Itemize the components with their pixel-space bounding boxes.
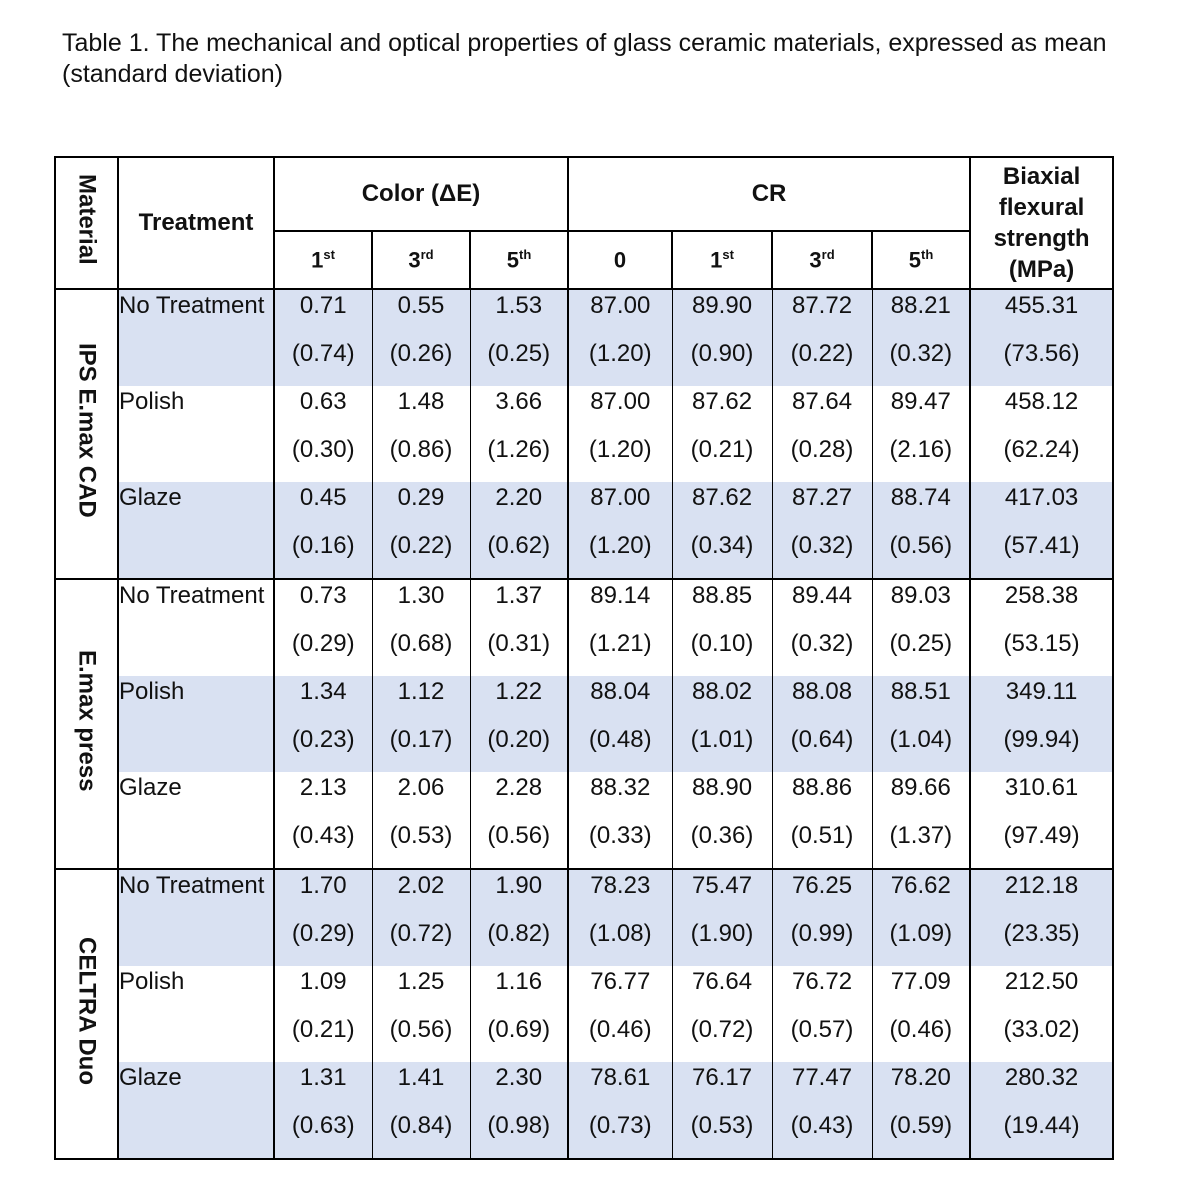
value-cell <box>970 966 1113 1062</box>
sd-value: (0.21) <box>690 436 754 463</box>
value-cell <box>772 772 872 869</box>
mean-value: 76.64 <box>691 968 753 995</box>
sd-value: (0.51) <box>790 822 854 849</box>
mean-value: 76.77 <box>590 968 651 995</box>
value-cell <box>970 482 1113 579</box>
sd-value: (0.56) <box>889 532 953 559</box>
cr-subheader: 3rd <box>772 231 872 289</box>
value-cell <box>872 676 970 772</box>
sd-value: (0.34) <box>690 532 754 559</box>
mean-value: 212.50 <box>1004 968 1079 995</box>
table-row <box>55 1062 1113 1159</box>
sd-value: (0.25) <box>889 630 953 657</box>
mean-value: 2.02 <box>397 872 445 899</box>
color-subheader: 1st <box>274 231 372 289</box>
value-cell <box>470 386 568 482</box>
mean-value: 88.08 <box>791 678 853 705</box>
value-cell <box>672 482 772 579</box>
value-cell <box>772 386 872 482</box>
mean-value: 1.30 <box>397 582 445 609</box>
sd-value: (1.09) <box>889 920 953 947</box>
value-cell <box>470 966 568 1062</box>
mean-value: 1.90 <box>495 872 543 899</box>
mean-value: 1.53 <box>495 292 543 319</box>
table-row <box>55 772 1113 869</box>
cr-subheader: 5th <box>872 231 970 289</box>
sd-value: (0.23) <box>291 726 355 753</box>
sd-value: (0.32) <box>790 630 854 657</box>
sd-value: (0.17) <box>389 726 453 753</box>
value-cell <box>568 772 672 869</box>
table-row <box>55 289 1113 386</box>
mean-value: 88.86 <box>791 774 853 801</box>
value-cell <box>372 676 470 772</box>
sd-value: (0.84) <box>389 1112 453 1139</box>
value-cell <box>772 676 872 772</box>
value-cell <box>872 579 970 676</box>
mean-value: 75.47 <box>691 872 753 899</box>
mean-value: 76.62 <box>890 872 951 899</box>
value-cell <box>672 1062 772 1159</box>
sd-value: (0.90) <box>690 340 754 367</box>
mean-value: 2.20 <box>495 484 543 511</box>
mean-value: 89.47 <box>890 388 951 415</box>
value-cell <box>372 579 470 676</box>
mean-value: 1.70 <box>299 872 347 899</box>
table-row <box>55 676 1113 772</box>
treatment-label: Glaze <box>118 482 274 579</box>
value-cell <box>274 386 372 482</box>
sd-value: (0.22) <box>790 340 854 367</box>
value-cell <box>872 289 970 386</box>
sd-value: (0.57) <box>790 1016 854 1043</box>
treatment-label: Polish <box>118 386 274 482</box>
sd-value: (0.46) <box>588 1016 652 1043</box>
value-cell <box>568 482 672 579</box>
mean-value: 89.90 <box>691 292 753 319</box>
sd-value: (1.20) <box>588 436 652 463</box>
mean-value: 1.16 <box>495 968 543 995</box>
sd-value: (23.35) <box>1003 920 1080 947</box>
sd-value: (53.15) <box>1003 630 1080 657</box>
sd-value: (0.31) <box>487 630 551 657</box>
mean-value: 0.29 <box>397 484 445 511</box>
value-cell <box>568 289 672 386</box>
treatment-label: Polish <box>118 966 274 1062</box>
treatment-label: No Treatment <box>118 869 274 966</box>
sd-value: (0.53) <box>690 1112 754 1139</box>
sd-value: (0.56) <box>389 1016 453 1043</box>
properties-table <box>54 156 1114 1160</box>
value-cell <box>568 1062 672 1159</box>
sd-value: (1.90) <box>690 920 754 947</box>
sd-value: (0.16) <box>291 532 355 559</box>
sd-value: (73.56) <box>1003 340 1080 367</box>
mean-value: 87.00 <box>590 292 651 319</box>
sd-value: (1.20) <box>588 532 652 559</box>
table-row <box>55 579 1113 676</box>
value-cell <box>470 1062 568 1159</box>
value-cell <box>872 386 970 482</box>
mean-value: 87.00 <box>590 484 651 511</box>
value-cell <box>872 482 970 579</box>
sd-value: (0.33) <box>588 822 652 849</box>
color-subheader: 5th <box>470 231 568 289</box>
mean-value: 1.09 <box>299 968 347 995</box>
value-cell <box>672 772 772 869</box>
sd-value: (0.63) <box>291 1112 355 1139</box>
value-cell <box>772 579 872 676</box>
sd-value: (0.62) <box>487 532 551 559</box>
mean-value: 2.06 <box>397 774 445 801</box>
sd-value: (1.20) <box>588 340 652 367</box>
mean-value: 89.66 <box>890 774 951 801</box>
value-cell <box>772 869 872 966</box>
table-row <box>55 386 1113 482</box>
table-row <box>55 869 1113 966</box>
value-cell <box>372 869 470 966</box>
mean-value: 89.44 <box>791 582 853 609</box>
mean-value: 77.09 <box>890 968 951 995</box>
sd-value: (1.26) <box>487 436 551 463</box>
sd-value: (0.86) <box>389 436 453 463</box>
value-cell <box>568 386 672 482</box>
treatment-label: Glaze <box>118 1062 274 1159</box>
mean-value: 310.61 <box>1004 774 1079 801</box>
value-cell <box>274 772 372 869</box>
sd-value: (0.99) <box>790 920 854 947</box>
mean-value: 87.64 <box>791 388 853 415</box>
mean-value: 89.14 <box>590 582 651 609</box>
value-cell <box>372 482 470 579</box>
sd-value: (33.02) <box>1003 1016 1080 1043</box>
sd-value: (0.29) <box>291 630 355 657</box>
value-cell <box>970 386 1113 482</box>
mean-value: 280.32 <box>1004 1064 1079 1091</box>
mean-value: 417.03 <box>1004 484 1079 511</box>
mean-value: 455.31 <box>1004 292 1079 319</box>
table-caption: Table 1. The mechanical and optical properties of glass ceramic materials, expressed as mean (standard deviation) <box>62 29 1107 88</box>
value-cell <box>470 676 568 772</box>
sd-value: (0.20) <box>487 726 551 753</box>
header-material: Material <box>55 157 118 289</box>
value-cell <box>872 869 970 966</box>
material-label: E.max press <box>55 579 118 869</box>
value-cell <box>872 772 970 869</box>
value-cell <box>672 869 772 966</box>
value-cell <box>970 676 1113 772</box>
value-cell <box>470 289 568 386</box>
sd-value: (0.43) <box>790 1112 854 1139</box>
mean-value: 88.04 <box>590 678 651 705</box>
treatment-label: No Treatment <box>118 289 274 386</box>
mean-value: 87.27 <box>791 484 853 511</box>
value-cell <box>568 676 672 772</box>
sd-value: (0.82) <box>487 920 551 947</box>
material-label: IPS E.max CAD <box>55 289 118 579</box>
value-cell <box>568 966 672 1062</box>
mean-value: 88.85 <box>691 582 753 609</box>
value-cell <box>274 676 372 772</box>
mean-value: 0.45 <box>299 484 347 511</box>
sd-value: (0.21) <box>291 1016 355 1043</box>
mean-value: 1.25 <box>397 968 445 995</box>
value-cell <box>274 869 372 966</box>
treatment-label: Polish <box>118 676 274 772</box>
mean-value: 78.61 <box>590 1064 651 1091</box>
sd-value: (0.59) <box>889 1112 953 1139</box>
sd-value: (0.68) <box>389 630 453 657</box>
sd-value: (0.48) <box>588 726 652 753</box>
value-cell <box>772 1062 872 1159</box>
sd-value: (1.37) <box>889 822 953 849</box>
mean-value: 89.03 <box>890 582 951 609</box>
treatment-label: No Treatment <box>118 579 274 676</box>
value-cell <box>470 579 568 676</box>
sd-value: (1.01) <box>690 726 754 753</box>
cr-subheader: 0 <box>568 231 672 289</box>
sd-value: (0.30) <box>291 436 355 463</box>
color-subheader: 3rd <box>372 231 470 289</box>
mean-value: 77.47 <box>791 1064 853 1091</box>
sd-value: (0.10) <box>690 630 754 657</box>
sd-value: (0.53) <box>389 822 453 849</box>
mean-value: 87.62 <box>691 484 753 511</box>
sd-value: (62.24) <box>1003 436 1080 463</box>
value-cell <box>970 289 1113 386</box>
value-cell <box>772 289 872 386</box>
value-cell <box>372 772 470 869</box>
value-cell <box>470 772 568 869</box>
sd-value: (0.69) <box>487 1016 551 1043</box>
mean-value: 87.72 <box>791 292 853 319</box>
mean-value: 87.00 <box>590 388 651 415</box>
mean-value: 1.31 <box>299 1064 347 1091</box>
mean-value: 88.51 <box>890 678 951 705</box>
value-cell <box>274 966 372 1062</box>
mean-value: 76.17 <box>691 1064 753 1091</box>
mean-value: 458.12 <box>1004 388 1079 415</box>
value-cell <box>274 1062 372 1159</box>
sd-value: (0.32) <box>790 532 854 559</box>
header-cr: CR <box>568 157 970 231</box>
mean-value: 3.66 <box>495 388 543 415</box>
mean-value: 88.74 <box>890 484 951 511</box>
sd-value: (19.44) <box>1003 1112 1080 1139</box>
sd-value: (97.49) <box>1003 822 1080 849</box>
value-cell <box>772 482 872 579</box>
sd-value: (1.08) <box>588 920 652 947</box>
sd-value: (99.94) <box>1003 726 1080 753</box>
mean-value: 2.30 <box>495 1064 543 1091</box>
value-cell <box>672 966 772 1062</box>
header-treatment: Treatment <box>118 157 274 289</box>
mean-value: 78.20 <box>890 1064 951 1091</box>
mean-value: 88.02 <box>691 678 753 705</box>
mean-value: 1.41 <box>397 1064 445 1091</box>
mean-value: 0.73 <box>299 582 347 609</box>
value-cell <box>470 482 568 579</box>
mean-value: 87.62 <box>691 388 753 415</box>
sd-value: (0.56) <box>487 822 551 849</box>
mean-value: 1.37 <box>495 582 543 609</box>
sd-value: (0.72) <box>389 920 453 947</box>
mean-value: 349.11 <box>1005 678 1078 705</box>
value-cell <box>970 1062 1113 1159</box>
sd-value: (0.29) <box>291 920 355 947</box>
mean-value: 76.25 <box>791 872 853 899</box>
mean-value: 212.18 <box>1004 872 1079 899</box>
value-cell <box>568 579 672 676</box>
sd-value: (0.36) <box>690 822 754 849</box>
sd-value: (1.04) <box>889 726 953 753</box>
value-cell <box>274 482 372 579</box>
sd-value: (0.25) <box>487 340 551 367</box>
value-cell <box>672 289 772 386</box>
sd-value: (1.21) <box>588 630 652 657</box>
mean-value: 1.34 <box>299 678 347 705</box>
header-color: Color (ΔE) <box>274 157 568 231</box>
sd-value: (57.41) <box>1003 532 1080 559</box>
value-cell <box>872 966 970 1062</box>
value-cell <box>970 579 1113 676</box>
mean-value: 0.63 <box>299 388 347 415</box>
sd-value: (0.98) <box>487 1112 551 1139</box>
value-cell <box>672 676 772 772</box>
value-cell <box>772 966 872 1062</box>
value-cell <box>372 1062 470 1159</box>
value-cell <box>872 1062 970 1159</box>
mean-value: 78.23 <box>590 872 651 899</box>
cr-subheader: 1st <box>672 231 772 289</box>
value-cell <box>372 966 470 1062</box>
value-cell <box>470 869 568 966</box>
sd-value: (2.16) <box>889 436 953 463</box>
sd-value: (0.46) <box>889 1016 953 1043</box>
mean-value: 88.32 <box>590 774 651 801</box>
treatment-label: Glaze <box>118 772 274 869</box>
mean-value: 76.72 <box>791 968 853 995</box>
value-cell <box>970 869 1113 966</box>
mean-value: 2.28 <box>495 774 543 801</box>
sd-value: (0.64) <box>790 726 854 753</box>
sd-value: (0.74) <box>291 340 355 367</box>
value-cell <box>274 289 372 386</box>
material-label: CELTRA Duo <box>55 869 118 1159</box>
value-cell <box>970 772 1113 869</box>
value-cell <box>672 579 772 676</box>
mean-value: 0.55 <box>397 292 445 319</box>
sd-value: (0.43) <box>291 822 355 849</box>
sd-value: (0.73) <box>588 1112 652 1139</box>
sd-value: (0.28) <box>790 436 854 463</box>
value-cell <box>372 289 470 386</box>
sd-value: (0.22) <box>389 532 453 559</box>
mean-value: 1.12 <box>397 678 445 705</box>
value-cell <box>372 386 470 482</box>
mean-value: 258.38 <box>1004 582 1079 609</box>
value-cell <box>274 579 372 676</box>
mean-value: 1.48 <box>397 388 445 415</box>
sd-value: (0.26) <box>389 340 453 367</box>
mean-value: 0.71 <box>299 292 347 319</box>
mean-value: 2.13 <box>299 774 347 801</box>
sd-value: (0.72) <box>690 1016 754 1043</box>
mean-value: 88.90 <box>691 774 753 801</box>
sd-value: (0.32) <box>889 340 953 367</box>
value-cell <box>672 386 772 482</box>
table-row <box>55 482 1113 579</box>
mean-value: 1.22 <box>495 678 543 705</box>
table-row <box>55 966 1113 1062</box>
mean-value: 88.21 <box>890 292 951 319</box>
header-biaxial: Biaxial flexural strength (MPa) <box>970 157 1113 289</box>
value-cell <box>568 869 672 966</box>
